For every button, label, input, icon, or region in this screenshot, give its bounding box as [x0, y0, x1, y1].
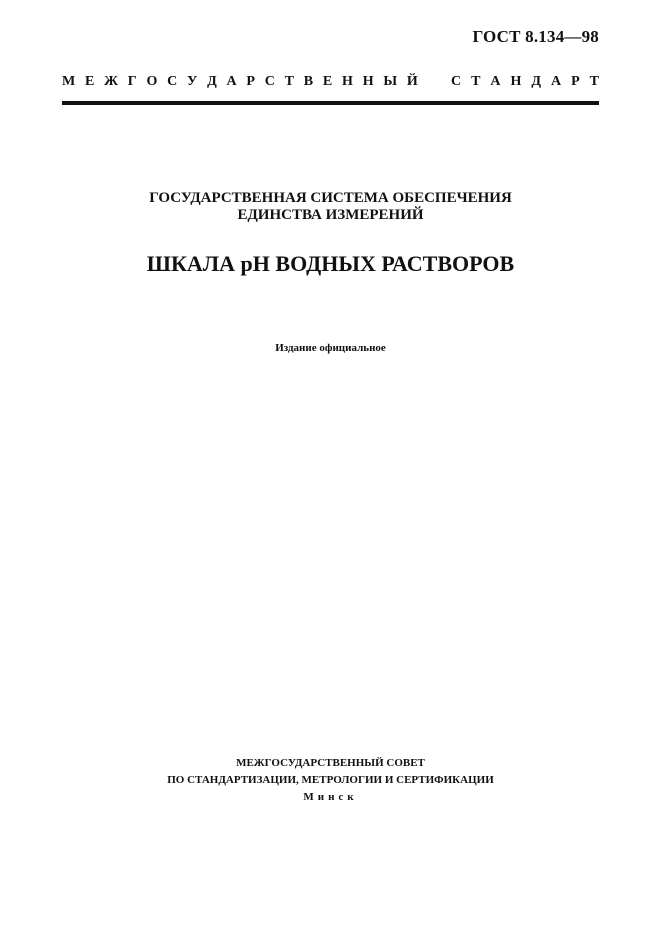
- standard-type-word-2: С Т А Н Д А Р Т: [451, 74, 599, 89]
- header-divider: [62, 101, 599, 105]
- standard-type-heading: [62, 74, 599, 90]
- system-title: [0, 190, 661, 224]
- publisher-line-2: ПО СТАНДАРТИЗАЦИИ, МЕТРОЛОГИИ И СЕРТИФИКАЦИИ: [167, 774, 494, 786]
- publisher-line-1: МЕЖГОСУДАРСТВЕННЫЙ СОВЕТ: [236, 757, 425, 769]
- document-number: ГОСТ 8.134—98: [472, 27, 599, 46]
- main-title: ШКАЛА pH ВОДНЫХ РАСТВОРОВ: [146, 251, 515, 276]
- system-title-line-2: ЕДИНСТВА ИЗМЕРЕНИЙ: [237, 207, 424, 223]
- publisher-city: Минск: [303, 791, 358, 803]
- system-title-line-1: ГОСУДАРСТВЕННАЯ СИСТЕМА ОБЕСПЕЧЕНИЯ: [149, 190, 512, 206]
- publisher-block: [0, 755, 661, 806]
- standard-type-word-1: М Е Ж Г О С У Д А Р С Т В Е Н Н Ы Й: [62, 74, 418, 89]
- edition-note: Издание официальное: [275, 342, 386, 354]
